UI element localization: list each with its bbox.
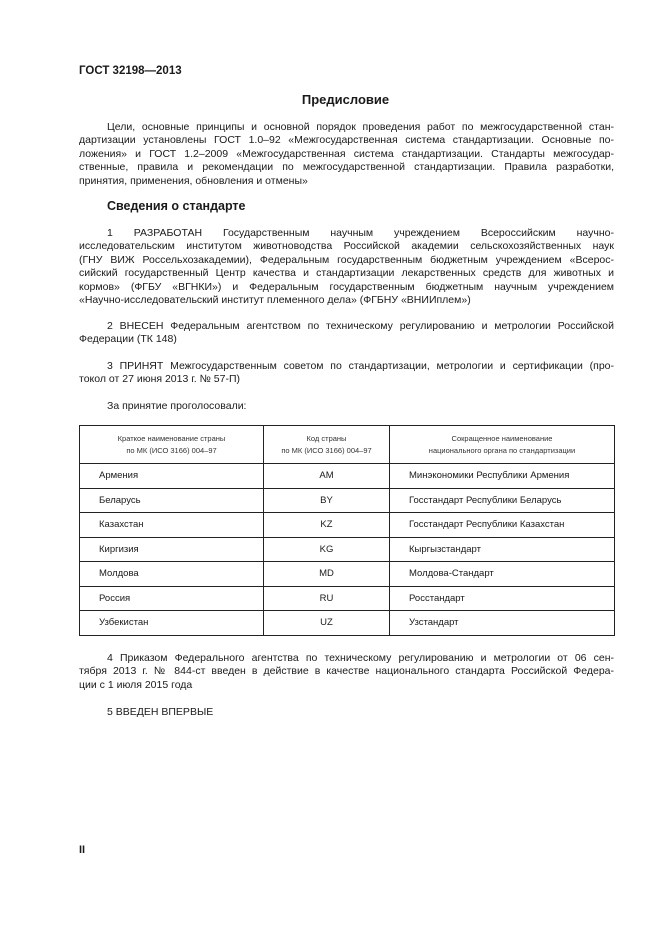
cell-body: Минэкономики Республики Армения [390, 464, 615, 489]
cell-code: RU [264, 586, 390, 611]
item-5-paragraph: 5 ВВЕДЕН ВПЕРВЫЕ [107, 706, 214, 718]
item-4-paragraph [79, 652, 614, 692]
cell-country: Узбекистан [80, 611, 264, 636]
text-line: 4 Приказом Федерального агентства по техническому регулированию и метрологии от 06 сен- [107, 652, 614, 664]
text-line: ции с 1 июля 2015 года [79, 678, 193, 691]
text-line: ственные, правила и рекомендации по межгосударственной стандартизации. Правила разработки, [79, 161, 614, 174]
cell-body: Росстандарт [390, 586, 615, 611]
text-line: Федерации (ТК 148) [79, 333, 177, 346]
preface-title: Предисловие [301, 92, 390, 107]
cell-country: Киргизия [80, 537, 264, 562]
document-code: ГОСТ 32198—2013 [79, 65, 182, 77]
table-header-row [80, 426, 615, 464]
cell-country: Казахстан [80, 513, 264, 538]
text-line: сийский государственный Центр качества и стандартизации лекарственных средств для животных и [79, 267, 614, 280]
header-code: Код страны по МК (ИСО 3166) 004–97 [264, 426, 390, 464]
cell-body: Госстандарт Республики Казахстан [390, 513, 615, 538]
table-row [80, 464, 615, 489]
item-1-paragraph [79, 227, 614, 307]
table-row [80, 513, 615, 538]
text-line: токол от 27 июня 2013 г. № 57-П) [79, 373, 241, 386]
cell-code: KG [264, 537, 390, 562]
cell-country: Армения [80, 464, 264, 489]
cell-country: Беларусь [80, 488, 264, 513]
header-body: Сокращенное наименование национального органа по стандартизации [390, 426, 615, 464]
cell-body: Госстандарт Республики Беларусь [390, 488, 615, 513]
header-country: Краткое наименование страны по МК (ИСО 3166) 004–97 [80, 426, 264, 464]
text-line: «Научно-исследовательский институт племенного дела» (ФГБНУ «ВНИИплем») [79, 294, 471, 307]
section-heading: Сведения о стандарте [107, 199, 246, 213]
page-number: II [79, 844, 86, 856]
item-2-paragraph [79, 320, 614, 347]
table-row [80, 562, 615, 587]
text-line: исследовательским институтом животноводства Российской академии сельскохозяйственных наук [79, 240, 614, 253]
voting-table [79, 425, 615, 636]
cell-body: Молдова-Стандарт [390, 562, 615, 587]
table-row [80, 611, 615, 636]
item-3-paragraph [79, 360, 614, 387]
text-line: ложения» и ГОСТ 1.2–2009 «Межгосударственная система стандартизации. Стандарты межгосудар- [79, 147, 614, 160]
text-line: 1 РАЗРАБОТАН Государственным научным учреждением Всероссийским научно- [107, 227, 614, 239]
text-line: тября 2013 г. № 844-ст введен в действие в качестве национального стандарта Российской Федера- [79, 665, 614, 678]
cell-country: Молдова [80, 562, 264, 587]
text-line: (ГНУ ВИЖ Россельхозакадемии), Федеральным государственным бюджетным учреждением «Всерос- [79, 253, 614, 266]
cell-code: AM [264, 464, 390, 489]
preface-paragraph [79, 121, 614, 188]
text-line: дартизации установлены ГОСТ 1.0–92 «Межгосударственная система стандартизации. Основные по- [79, 134, 614, 147]
table-row [80, 537, 615, 562]
table-row [80, 586, 615, 611]
cell-body: Узстандарт [390, 611, 615, 636]
cell-code: KZ [264, 513, 390, 538]
cell-body: Кыргызстандарт [390, 537, 615, 562]
cell-code: MD [264, 562, 390, 587]
text-line: 3 ПРИНЯТ Межгосударственным советом по стандартизации, метрологии и сертификации (про- [107, 360, 614, 372]
text-line: кормов» (ФГБУ «ВГНКИ») и Федеральным государственным бюджетным научным учреждением [79, 280, 614, 293]
cell-code: UZ [264, 611, 390, 636]
table-row [80, 488, 615, 513]
text-line: Цели, основные принципы и основной порядок проведения работ по межгосударственной стан- [107, 121, 614, 133]
cell-country: Россия [80, 586, 264, 611]
cell-code: BY [264, 488, 390, 513]
voted-label: За принятие проголосовали: [107, 400, 247, 412]
text-line: 2 ВНЕСЕН Федеральным агентством по техническому регулированию и метрологии Российской [107, 320, 614, 332]
text-line: принятия, применения, обновления и отмены» [79, 174, 308, 187]
